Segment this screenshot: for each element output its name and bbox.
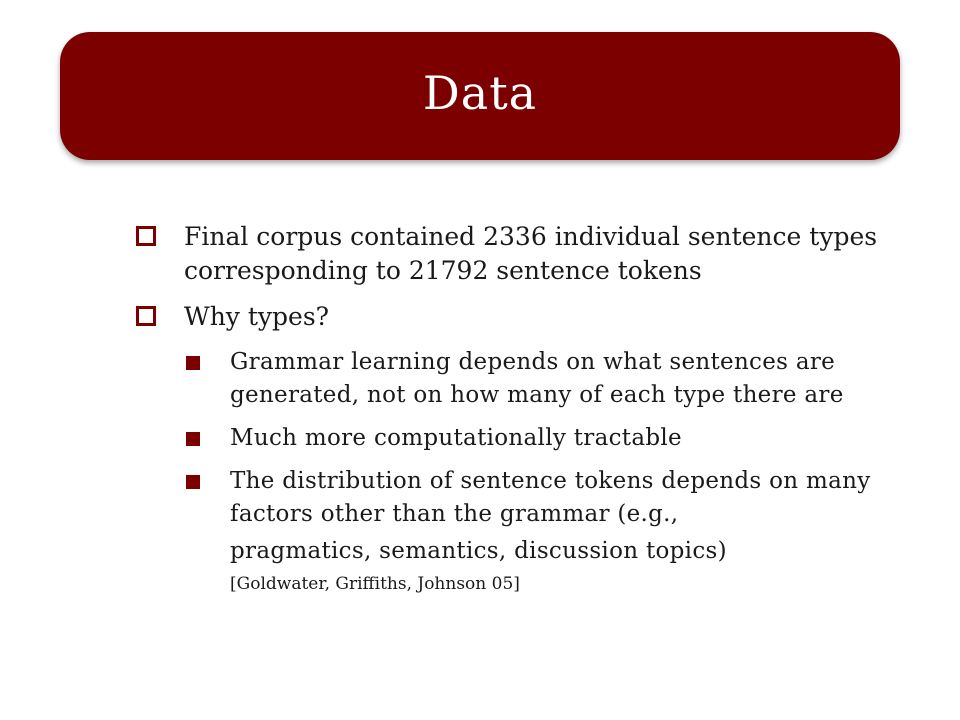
title-banner bbox=[60, 32, 900, 160]
sub-bullet-text-continued: pragmatics, semantics, discussion topics) bbox=[230, 538, 727, 564]
hollow-square-icon bbox=[136, 306, 156, 326]
bullet-text: Why types? bbox=[184, 302, 330, 331]
bullet-item-why-types bbox=[130, 300, 910, 334]
bullet-item-corpus bbox=[130, 220, 910, 288]
sub-bullet-text: Much more computationally tractable bbox=[230, 425, 682, 451]
citation: [Goldwater, Griffiths, Johnson 05] bbox=[230, 574, 520, 594]
sub-bullet-text: Grammar learning depends on what sentences are generated, not on how many of each type there are bbox=[230, 349, 844, 408]
filled-square-icon bbox=[186, 475, 200, 489]
sub-bullet-grammar-learning bbox=[184, 346, 910, 412]
filled-square-icon bbox=[186, 432, 200, 446]
bullet-list bbox=[130, 220, 910, 607]
filled-square-icon bbox=[186, 356, 200, 370]
sub-bullet-text: The distribution of sentence tokens depends on many factors other than the grammar (e.g., bbox=[230, 468, 871, 527]
hollow-square-icon bbox=[136, 226, 156, 246]
bullet-text: Final corpus contained 2336 individual sentence types corresponding to 21792 sentence tokens bbox=[184, 222, 878, 285]
sub-bullet-tractable bbox=[184, 422, 910, 455]
slide-title: Data bbox=[422, 66, 538, 120]
sub-bullet-distribution bbox=[184, 465, 910, 597]
